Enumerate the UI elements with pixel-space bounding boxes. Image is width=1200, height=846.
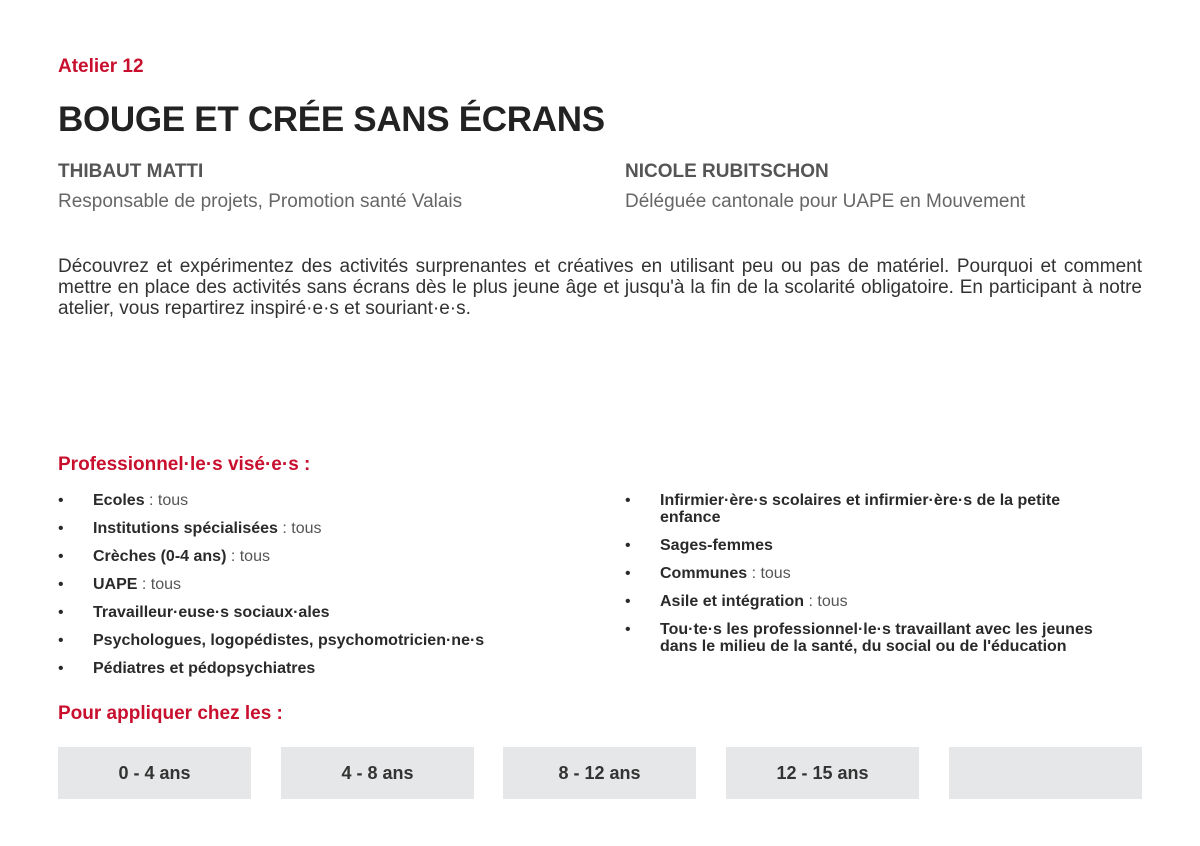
speaker-role: Déléguée cantonale pour UAPE en Mouvement xyxy=(625,191,1026,212)
list-item xyxy=(625,492,1125,526)
speaker-1 xyxy=(58,161,462,213)
speaker-name: NICOLE RUBITSCHON xyxy=(625,161,829,182)
audience-name: Pédiatres et pédopsychiatres xyxy=(93,660,316,677)
bullet-icon: • xyxy=(625,537,631,554)
bullet-icon: • xyxy=(625,621,631,638)
age-group-0-4: 0 - 4 ans xyxy=(58,747,251,799)
audience-name: Crèches (0-4 ans) xyxy=(93,548,227,565)
list-item xyxy=(58,576,578,593)
audience-name: Sages-femmes xyxy=(660,537,773,554)
bullet-icon: • xyxy=(58,548,64,565)
list-item xyxy=(625,593,1125,610)
age-group-8-12: 8 - 12 ans xyxy=(503,747,696,799)
speaker-2 xyxy=(625,161,1025,213)
apply-title: Pour appliquer chez les : xyxy=(58,703,283,724)
age-group-4-8: 4 - 8 ans xyxy=(281,747,474,799)
audience-scope: : tous xyxy=(804,593,848,610)
age-groups xyxy=(58,747,1142,799)
workshop-title: BOUGE ET CRÉE SANS ÉCRANS xyxy=(58,100,605,139)
bullet-icon: • xyxy=(58,576,64,593)
audience-name: Institutions spécialisées xyxy=(93,520,278,537)
age-group-empty xyxy=(949,747,1142,799)
audience-scope: : tous xyxy=(747,565,791,582)
bullet-icon: • xyxy=(625,565,631,582)
audience-name: Psychologues, logopédistes, psychomotricien·ne·s xyxy=(93,632,485,649)
bullet-icon: • xyxy=(58,632,64,649)
list-item xyxy=(625,621,1125,655)
audience-name: Ecoles xyxy=(93,492,145,509)
list-item xyxy=(58,492,578,509)
list-item xyxy=(58,604,578,621)
audience-list-left xyxy=(58,492,578,688)
audience-name: Travailleur·euse·s sociaux·ales xyxy=(93,604,330,621)
audience-name: Communes xyxy=(660,565,748,582)
age-group-12-15: 12 - 15 ans xyxy=(726,747,919,799)
audience-name: Asile et intégration xyxy=(660,593,805,610)
atelier-label: Atelier 12 xyxy=(58,56,144,77)
audience-scope: : tous xyxy=(277,520,322,537)
bullet-icon: • xyxy=(625,593,631,610)
speaker-role: Responsable de projets, Promotion santé Valais xyxy=(58,191,463,212)
workshop-page xyxy=(58,0,1142,846)
bullet-icon: • xyxy=(625,492,631,509)
audience-list-right xyxy=(625,492,1125,666)
bullet-icon: • xyxy=(58,492,64,509)
audience-scope: : tous xyxy=(144,492,189,509)
list-item xyxy=(625,537,1125,554)
audience-name: Tou·te·s les professionnel·le·s travaillant avec les jeunes dans le milieu de la santé, du social ou de l'éducation xyxy=(660,621,1093,655)
list-item xyxy=(625,565,1125,582)
workshop-description: Découvrez et expérimentez des activités surprenantes et créatives en utilisant peu ou pas de matériel. Pourquoi et comment mettre en place des activités sans écrans dès le plus jeune âge et jusqu'à la fin de la scolarité obligatoire. En participant à notre atelier, vous repartirez inspiré·e·s et souriant·e·s. xyxy=(58,256,1142,319)
audience-scope: : tous xyxy=(226,548,270,565)
list-item xyxy=(58,548,578,565)
list-item xyxy=(58,632,578,649)
list-item xyxy=(58,520,578,537)
audience-name: Infirmier·ère·s scolaires et infirmier·ère·s de la petite enfance xyxy=(660,492,1061,526)
bullet-icon: • xyxy=(58,520,64,537)
audience-scope: : tous xyxy=(137,576,182,593)
list-item xyxy=(58,660,578,677)
bullet-icon: • xyxy=(58,604,64,621)
bullet-icon: • xyxy=(58,660,64,677)
speaker-name: THIBAUT MATTI xyxy=(58,161,204,182)
audience-name: UAPE xyxy=(93,576,138,593)
audience-title: Professionnel·le·s visé·e·s : xyxy=(58,454,311,475)
